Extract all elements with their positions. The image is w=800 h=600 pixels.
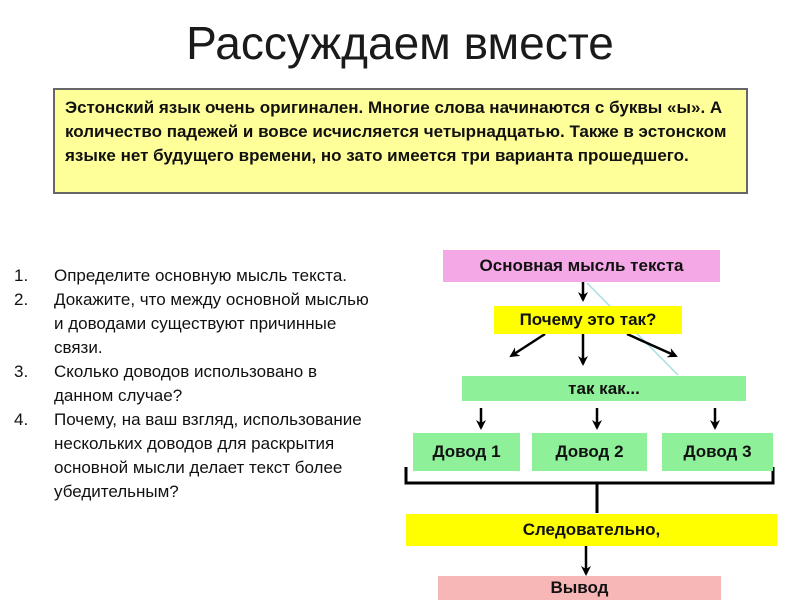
- task-number: 1.: [14, 266, 29, 285]
- conclusion-box: Вывод: [438, 576, 721, 600]
- arrow-question-right: [627, 334, 676, 356]
- task-text: Почему, на ваш взгляд, использование нескольких доводов для раскрытия основной мысли делает текст более убедительным?: [54, 410, 362, 501]
- argument-box-3: Довод 3: [662, 433, 773, 471]
- task-text: Сколько доводов использовано в данном случае?: [54, 362, 318, 405]
- task-number: 4.: [14, 410, 29, 429]
- main-idea-box: Основная мысль текста: [443, 250, 720, 282]
- argument-box-1: Довод 1: [413, 433, 520, 471]
- arrow-question-left: [511, 334, 545, 356]
- argument-box-2: Довод 2: [532, 433, 647, 471]
- because-box: так как...: [462, 376, 746, 401]
- task-text: Определите основную мысль текста.: [54, 266, 348, 285]
- intro-text-box: Эстонский язык очень оригинален. Многие слова начинаются с буквы «ы». А количество падежей и вовсе исчисляется четырнадцатью. Также в эстонском языке нет будущего времени, но зато имеется три варианта прошедшего.: [53, 88, 748, 194]
- question-box: Почему это так?: [494, 306, 682, 334]
- task-number: 3.: [14, 362, 29, 381]
- task-text: Докажите, что между основной мыслью и доводами существуют причинные связи.: [54, 290, 369, 357]
- therefore-box: Следовательно,: [406, 514, 777, 546]
- page-title: Рассуждаем вместе: [186, 17, 614, 69]
- task-number: 2.: [14, 290, 29, 309]
